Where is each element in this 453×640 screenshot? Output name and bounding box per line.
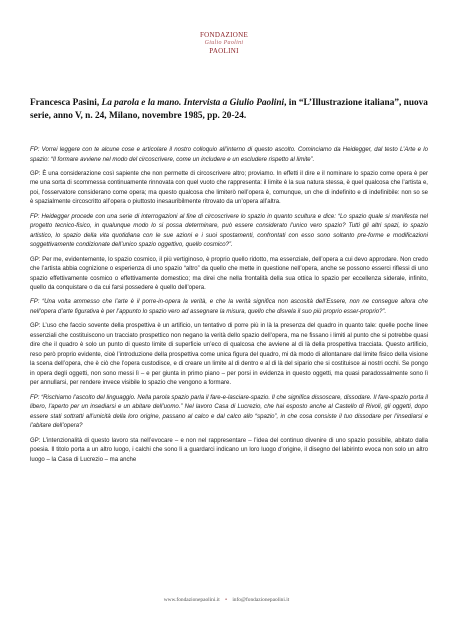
title-in: , in <box>284 98 299 108</box>
title-journal: “L’Illustrazione italiana” <box>298 98 399 108</box>
logo-line-fondazione: FONDAZIONE <box>199 31 249 39</box>
footer-website-link[interactable]: www.fondazionepaolini.it <box>163 597 220 603</box>
logo-line-paolini: PAOLINI <box>209 47 239 55</box>
title-work: La parola e la mano. Intervista a Giulio Paolini <box>101 98 285 108</box>
paragraph-gp: GP: L’intenzionalità di questo lavoro sta nell’evocare – e non nel rappresentare – l’idea del continuo divenire di uno spazio possibile, abitato dalla poesia. Il titolo porta a un altro luogo, i calchi che sono lì a guardarci indicano un loro luogo d’origine, il disegno del labirinto evoca non solo un altro luogo – la Casa di Lucrezio – ma anche <box>30 437 428 463</box>
logo-line-giulio: Giulio Paolini <box>204 40 244 46</box>
paragraph-fp: FP: Heidegger procede con una serie di interrogazioni al fine di circoscrivere lo spazio in quanto scultura e dice: “Lo spazio quale si manifesta nel progetto tecnico-fisico, in qualunque modo lo si possa determinare, può essere considerato l’unico vero spazio? Tutti gli altri spazi, lo spazio artistico, lo spazio della vita quotidiana con le sue azioni e i suoi spostamenti, confrontati con esso sono soltanto pre-forme e modificazioni soggettivamente condizionate dell’unico spazio oggettivo, quello cosmico?”. <box>30 213 428 249</box>
document-title <box>30 97 428 123</box>
paragraph-fp: FP: “Una volta ammesso che l’arte è il porre-in-opera la verità, e che la verità significa non ascosità dell’Essere, non ne consegue allora che nell’opera d’arte figurativa è per l’appunto lo spazio vero ad assegnare la misura, quello che disvela il suo più proprio esser-proprio?”. <box>30 299 428 315</box>
page-footer <box>0 597 453 603</box>
title-author: Francesca Pasini, <box>30 98 102 108</box>
paragraph-gp: GP: Per me, evidentemente, lo spazio cosmico, il più vertiginoso, è proprio quello ridotto, ma essenziale, dell’opera a cui devo approdare. Non credo che l’artista abbia cognizione o esperienza di uno spazio “altro” da quello che mette in questione nell’opera, anche se possono esserci riflessi di uno spazio effettivamente cosmico o effettivamente domestico; ma direi che nella frontalità della sua ottica lo spazio per eccellenza siderale, infinito, quello da conquistare o da cui farsi possedere è quello dell’opera. <box>30 256 428 292</box>
paragraph-gp: GP: È una considerazione così sapiente che non permette di circoscrivere altro; proviamo. In effetti il dire e il nominare lo spazio come opera è per me una sorta di scommessa continuamente rinnovata con quel vuoto che rappresenta: il limite è la sua natura stessa, è quel qualcosa che l’artista e, poi, l’osservatore considerano come opera; ma questo qualcosa che limiterò nell’opera è, comunque, un che di indefinito e di indefinibile: non so se è spazialmente circoscritto all’opera o piuttosto inesauribilmente ritrovato da un’opera all’altra. <box>30 170 428 206</box>
footer-separator: • <box>225 597 227 603</box>
footer-email-link[interactable]: info@fondazionepaolini.it <box>232 597 290 603</box>
interview-body <box>30 146 428 470</box>
paragraph-gp: GP: L’uso che faccio sovente della prospettiva è un artificio, un tentativo di porre più in là la presenza del quadro in quanto tale: quelle poche linee essenziali che costituiscono un tracciato prospettico non negano la verità dello spazio dell’opera, ma ne fissano i limiti al punto che si potrebbe quasi dire che il quadro è solo un punto di questo limite di superficie un’eco di qualcosa che avviene al di là della prospettiva tracciata. Questo artificio, reso però proprio evidente, cioè l’introduzione della prospettiva come unica figura del quadro, mi dà modo di allontanare dal limite fisico della visione la scena dell’opera, che è ciò che l’opera custodisce, e di creare un limite al di dentro e al di là del sipario che si costituisce ai nostri occhi. Se pongo in opera degli oggetti, non sono messi lì – e per giunta in primo piano – per porsi in evidenza in questo oggetti, ma quasi paradossalmente sono lì per annullarsi, per rendere invece visibile lo spazio che vengono a formare. <box>30 323 428 387</box>
paragraph-fp: FP: Vorrei leggere con te alcune cose e articolare il nostro colloquio all’interno di questo ascolto. Cominciamo da Heidegger, dal testo L’Arte e lo spazio: “Il formare avviene nel modo del circoscrivere, come un includere e un escludere rispetto al limite”. <box>30 147 428 163</box>
foundation-logo <box>192 30 256 66</box>
paragraph-fp: FP: “Rischiamo l’ascolto del linguaggio. Nella parola spazio parla il fare-e-lasciare-spazio. Il che significa dissoscare, dissodare. Il fare-spazio porta il libero, l’aperto per un insediarsi e un abitare dell’uomo.” Nel lavoro Casa di Lucrezio, che hai esposto anche al Castello di Rivoli, gli oggetti, dopo essere stati sottratti all’unicità della loro origine, passano al calco e dal calco allo “spazio”, in che cosa consiste il tuo dissodare per l’insediarsi e l’abitare dell’opera? <box>30 394 428 430</box>
title-details: , nuova serie, anno V, n. 24, Milano, novembre 1985, pp. 20-24. <box>30 98 428 121</box>
